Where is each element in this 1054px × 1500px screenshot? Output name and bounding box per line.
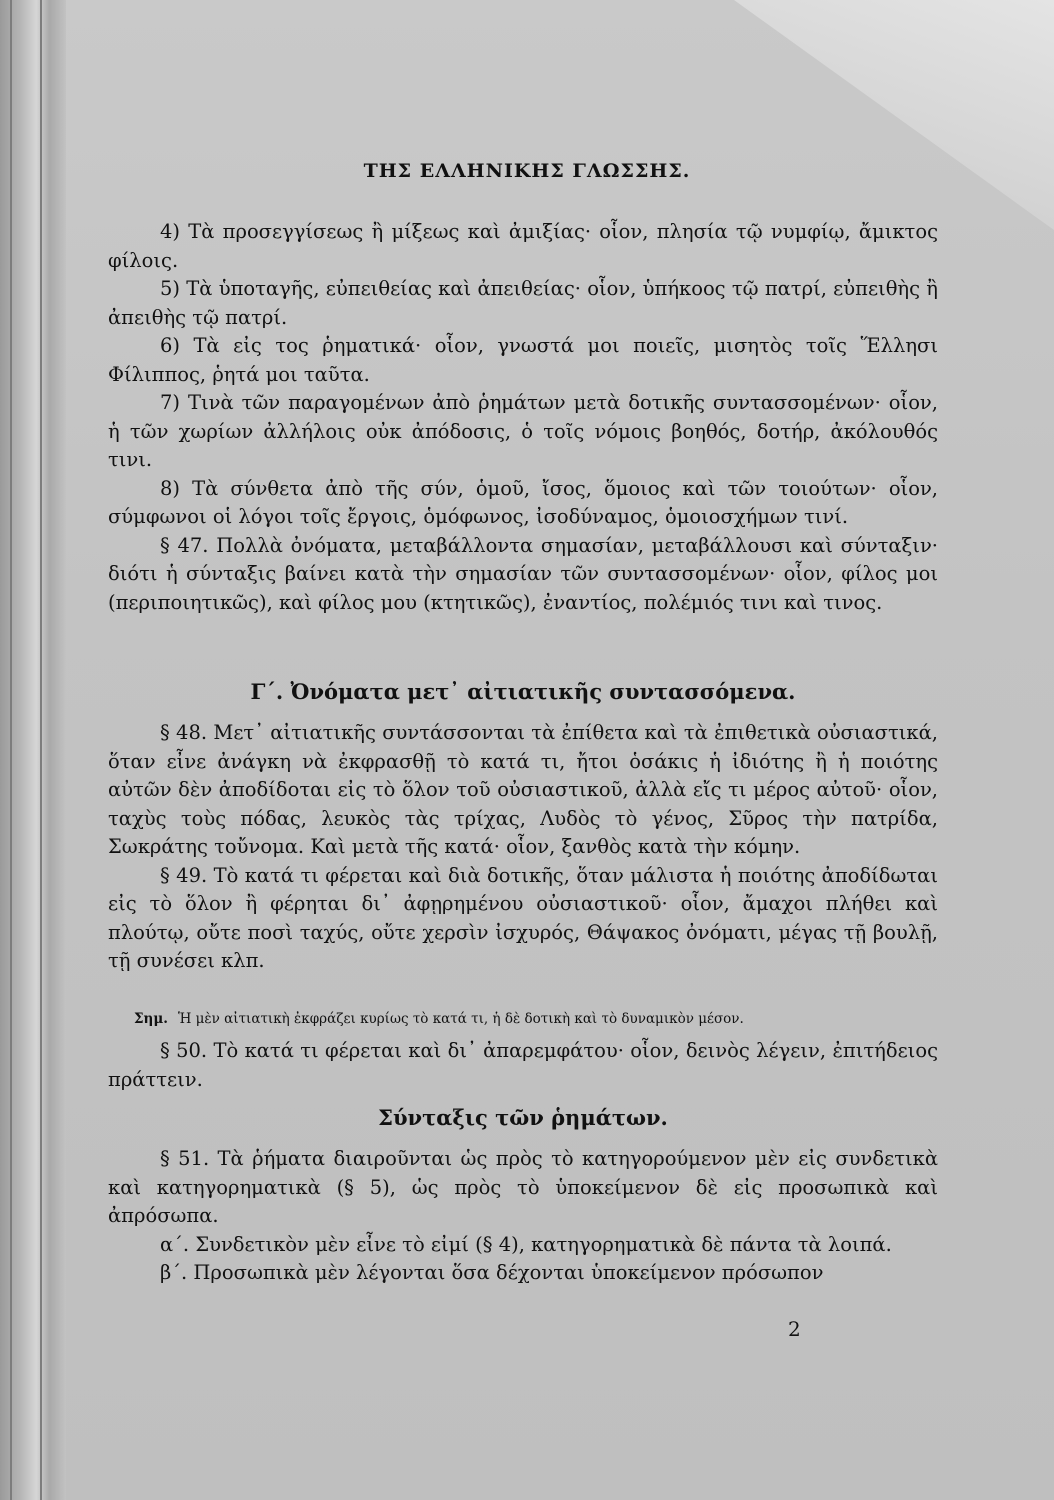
text-block-top xyxy=(108,218,938,617)
note-label: Σημ. xyxy=(134,1011,168,1027)
section-heading-accusative: Γ΄. Ὀνόματα μετ᾽ αἰτιατικῆς συντασσόμενα. xyxy=(250,679,796,704)
paragraph-8: 8) Τὰ σύνθετα ἀπὸ τῆς σύν, ὁμοῦ, ἴσος, ὅμοιος καὶ τῶν τοιούτων· οἷον, σύμφωνοι οἱ λόγοι τοῖς ἔργοις, ὁμόφωνος, ἰσοδύναμος, ὁμοιοσχήμων τινί. xyxy=(108,476,938,528)
paragraph-section-51: § 51. Τὰ ῥήματα διαιροῦνται ὡς πρὸς τὸ κατηγορούμενον μὲν εἰς συνδετικὰ καὶ κατηγορηματικὰ (§ 5), ὡς πρὸς τὸ ὑποκείμενον δὲ εἰς προσωπικὰ καὶ ἀπρόσωπα. xyxy=(108,1147,938,1227)
paragraph-7: 7) Τινὰ τῶν παραγομένων ἀπὸ ῥημάτων μετὰ δοτικῆς συντασσομένων· οἷον, ἡ τῶν χωρίων ἀλλήλοις οὐκ ἀπόδοσις, ὁ τοῖς νόμοις βοηθός, δοτήρ, ἀκόλουθός τινι. xyxy=(108,391,938,471)
page-corner-fold xyxy=(734,0,1054,230)
paragraph-alpha: α΄. Συνδετικὸν μὲν εἶνε τὸ εἰμί (§ 4), κατηγορηματικὰ δὲ πάντα τὰ λοιπά. xyxy=(160,1232,892,1256)
book-binding xyxy=(0,0,66,1500)
note xyxy=(134,1009,938,1029)
paragraph-section-50: § 50. Τὸ κατά τι φέρεται καὶ δι᾽ ἀπαρεμφάτου· οἷον, δεινὸς λέγειν, ἐπιτήδειος πράττειν. xyxy=(108,1039,938,1091)
paragraph-section-49: § 49. Τὸ κατά τι φέρεται καὶ διὰ δοτικῆς, ὅταν μάλιστα ἡ ποιότης ἀποδίδωται εἰς τὸ ὅλον ἢ φέρηται δι᾽ ἀφῃρημένου οὐσιαστικοῦ· οἷον, ἄμαχοι πλήθει καὶ πλούτῳ, οὔτε ποσὶ ταχύς, οὔτε χερσὶν ἰσχυρός, Θάψακος ὀνόματι, μέγας τῇ βουλῇ, τῇ συνέσει κλπ. xyxy=(108,863,938,972)
running-head: ΤΗΣ ΕΛΛΗΝΙΚΗΣ ΓΛΩΣΣΗΣ. xyxy=(363,160,691,182)
text-block-middle xyxy=(108,719,938,976)
binding-edge-line xyxy=(10,0,12,1500)
paragraph-5: 5) Τὰ ὑποταγῆς, εὐπειθείας καὶ ἀπειθείας· οἷον, ὑπήκοος τῷ πατρί, εὐπειθὴς ἢ ἀπειθὴς τῷ πατρί. xyxy=(108,277,938,329)
section-heading-verbs: Σύνταξις τῶν ῥημάτων. xyxy=(378,1105,668,1130)
paragraph-6: 6) Τὰ εἰς τος ῥηματικά· οἷον, γνωστά μοι ποιεῖς, μισητὸς τοῖς Ἕλλησι Φίλιππος, ῥητά μοι ταῦτα. xyxy=(108,334,938,386)
text-block-bottom xyxy=(108,1145,938,1288)
text-block-50 xyxy=(108,1037,938,1094)
paragraph-section-47: § 47. Πολλὰ ὀνόματα, μεταβάλλοντα σημασίαν, μεταβάλλουσι καὶ σύνταξιν· διότι ἡ σύνταξις βαίνει κατὰ τὴν σημασίαν τῶν συντασσομένων· οἷον, φίλος μοι (περιποιητικῶς), καὶ φίλος μου (κτητικῶς), ἐναντίος, πολέμιός τινι καὶ τινος. xyxy=(108,533,938,614)
paragraph-section-48: § 48. Μετ᾽ αἰτιατικῆς συντάσσονται τὰ ἐπίθετα καὶ τὰ ἐπιθετικὰ οὐσιαστικά, ὅταν εἶνε ἀνάγκη νὰ ἐκφρασθῇ τὸ κατά τι, ἤτοι ὁσάκις ἡ ἰδιότης ἢ ἡ ποιότης αὐτῶν δὲν ἀποδίδοται εἰς τὸ ὅλον τοῦ οὐσιαστικοῦ, ἀλλὰ εἴς τι μέρος αὐτοῦ· οἷον, ταχὺς τοὺς πόδας, λευκὸς τὰς τρίχας, Λυδὸς τὸ γένος, Σῦρος τὴν πατρίδα, Σωκράτης τοὔνομα. Καὶ μετὰ τῆς κατά· οἷον, ξανθὸς κατὰ τὴν κόμην. xyxy=(108,721,938,858)
paragraph-4: 4) Τὰ προσεγγίσεως ἢ μίξεως καὶ ἀμιξίας· οἷον, πλησία τῷ νυμφίῳ, ἄμικτος φίλοις. xyxy=(108,220,938,272)
page-number: 2 xyxy=(788,1317,801,1341)
note-text: Ἡ μὲν αἰτιατικὴ ἐκφράζει κυρίως τὸ κατά τι, ἡ δὲ δοτικὴ καὶ τὸ δυναμικὸν μέσον. xyxy=(177,1011,744,1027)
note-block xyxy=(108,1009,938,1029)
paragraph-beta: β΄. Προσωπικὰ μὲν λέγονται ὅσα δέχονται ὑποκείμενον πρόσωπον xyxy=(160,1261,824,1284)
binding-edge-line xyxy=(40,0,42,1500)
